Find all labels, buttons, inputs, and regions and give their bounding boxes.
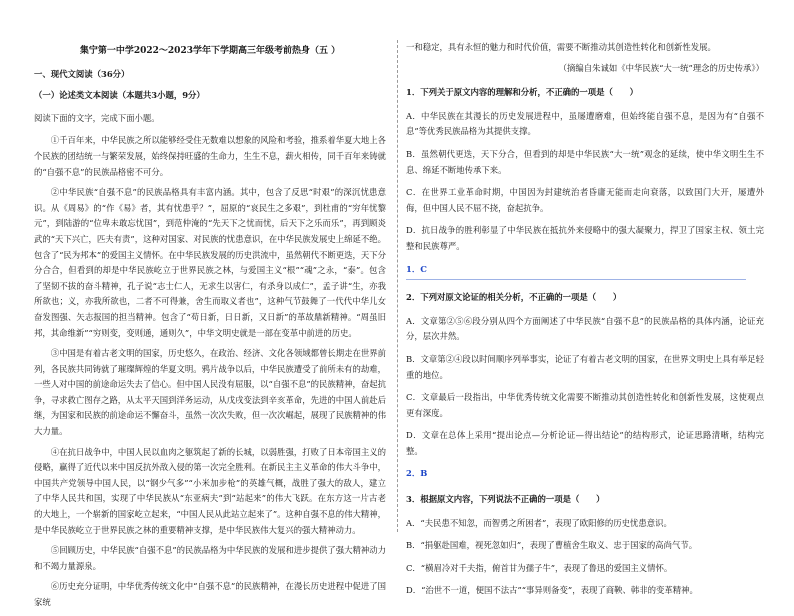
question-2-option-d: D．文章在总体上采用“提出论点—分析论证—得出结论”的结构形式，论证思路清晰，结构完整。 xyxy=(406,430,764,456)
question-2-option-a: A．文章第②⑤⑥段分别从四个方面阐述了中华民族“自强不息”的民族品格的具体内涵，论证充分，层次井然。 xyxy=(406,315,764,342)
column-divider xyxy=(397,40,398,532)
exam-title: 集宁第一中学2022～2023学年下学期高三年级考前热身（五 ） xyxy=(79,46,341,56)
question-3-option-d: D．“治世不一道，便国不法古”“事异则备变”，表现了商鞅、韩非的变革精神。 xyxy=(406,585,698,596)
reading-instruction: 阅读下面的文字，完成下面小题。 xyxy=(34,112,160,123)
question-2-stem: 2．下列对原文论证的相关分析，不正确的一项是（ ） xyxy=(406,292,622,303)
sub-section-heading: （一）论述类文本阅读（本题共3小题，9分） xyxy=(34,90,205,101)
section-heading: 一、现代文阅读（36分） xyxy=(34,68,130,79)
question-1-option-b: B．虽然朝代更迭，天下分合，但看到的却是中华民族“大一统”观念的延续，使中华文明生生不息、绵延不断地传承下来。 xyxy=(406,148,764,175)
question-2-answer: 2．B xyxy=(406,468,428,479)
question-1-option-d: D．抗日战争的胜利彰显了中华民族在抵抗外来侵略中的强大凝聚力，捍卫了国家主权、领土完整和民族尊严。 xyxy=(406,225,764,251)
passage-paragraph: ④在抗日战争中，中国人民以血肉之躯筑起了新的长城，以弱胜强，打败了日本帝国主义的侵略，赢得了近代以来中国反抗外敌入侵的第一次完全胜利。在新民主主义革命的伟大斗争中，中国共产党领导中国人民，以“钢少气多”“小米加步枪”的英雄气概，战胜了强大的敌人，建立了中华人民共和国，实现了中华民族从“东亚病夫”到“站起来”的伟大飞跃。在东方这一片古老的大地上，一个崭新的国家屹立起来，“中国人民从此站立起来了”。这种自强不息的伟大精神，是中华民族屹立于世界民族之林的重要精神支撑，是中华民族伟大复兴的强大精神动力。 xyxy=(34,446,386,535)
passage-paragraph: ①千百年来，中华民族之所以能够经受住无数难以想象的风险和考验，推系着华夏大地上各个民族的团结统一与繁荣发展，始终保持旺盛的生命力，生生不息，薪火相传，同千百年来铸就的“自强不息”的民族品格密不可分。 xyxy=(34,135,386,177)
question-2-option-c: C．文章最后一段指出，中华优秀传统文化需要不断推动其创造性转化和创新性发展，这使观点更有深度。 xyxy=(406,392,764,418)
question-1-option-a: A．中华民族在其漫长的历史发展进程中，虽屡遭磨难，但始终能自强不息，是因为有“自强不息”等优秀民族品格为其提供支撑。 xyxy=(406,110,764,137)
question-2-option-b: B．文章第②④段以时间顺序列举事实，论证了有着古老文明的国家，在世界文明史上具有举足轻重的地位。 xyxy=(406,353,764,380)
passage-paragraph: ③中国是有着古老文明的国家，历史悠久，在政治、经济、文化各领域都曾长期走在世界前列，各民族共同铸就了璀璨辉煌的华夏文明。鸦片战争以后，中华民族遭受了前所未有的劫难，一些人对中国的前途命运失去了信心。但中国人民没有屈服，以“自强不息”的民族精神，奋起抗争，寻求救亡图存之路，从太平天国到洋务运动，从戊戌变法到辛亥革命，先进的中国人前赴后继，为国家和民族的前途命运不懈奋斗，虽然一次次失败，但一次次崛起，展现了民族精神的伟大力量。 xyxy=(34,348,386,437)
passage-continuation: 一和稳定，具有永恒的魅力和时代价值，需要不断推动其创造性转化和创新性发展。 xyxy=(406,42,716,52)
question-1-stem: 1．下列关于原文内容的理解和分析，不正确的一项是（ ） xyxy=(406,87,638,98)
left-column xyxy=(34,44,386,616)
passage-paragraph: ⑤回顾历史，中华民族“自强不息”的民族品格为中华民族的发展和进步提供了强大精神动力和不竭力量源泉。 xyxy=(34,545,386,571)
right-column xyxy=(406,40,764,606)
question-3-option-c: C．“横眉冷对千夫指，俯首甘为孺子牛”，表现了鲁迅的爱国主义情怀。 xyxy=(406,562,673,573)
question-3-option-b: B．“捐躯赴国难，视死忽如归”，表现了曹植舍生取义、忠于国家的高尚气节。 xyxy=(406,540,698,551)
question-3-option-a: A．“夫民患不知忽，而智勇之所困者”，表现了欧阳修的历史忧患意识。 xyxy=(406,517,672,528)
passage-paragraph: ⑥历史充分证明，中华优秀传统文化中“自强不息”的民族精神，在漫长历史进程中促进了国家统 xyxy=(34,581,386,607)
passage-paragraph: ②中华民族“自强不息”的民族品格具有丰富内涵。其中，包含了反思“时艰”的深沉忧患意识。从《周易》的“作《易》者，其有忧患乎？”，屈原的“哀民生之多艰”，到杜甫的“穷年忧黎元”，到陆游的“位卑未敢忘忧国”，到范仲淹的“先天下之忧而忧，后天下之乐而乐”，再到顾炎武的“天下兴亡，匹夫有责”，这种对国家、对民族的忧患意识，在中华民族发展史上绵延不绝。包含了“民为邦本”的爱国主义情怀。在中华民族发展的历史洪流中，虽然朝代不断更迭，天下分分合合，但看到的却是中华民族屹立于世界民族之林，与爱国主义“根”“魂”之永，“泰”。包含了坚韧不拔的奋斗精神，孔子说“志士仁人，无求生以害仁，有杀身以成仁”，孟子讲“生，亦我所欲也；义，亦我所欲也，二者不可得兼，舍生而取义者也”，这种气节鼓舞了一代代中华儿女奋发图强、矢志报国的担当精神。包含了“苟日新，日日新，又日新”的革故鼎新精神。“周虽旧邦，其命维新”“穷则变，变则通，通则久”，中华文明史就是一部在变革中前进的历史。 xyxy=(34,187,386,338)
question-3-stem: 3．根据原文内容，下列说法不正确的一项是（ ） xyxy=(406,494,605,505)
passage-source: （摘编自朱诚如《中华民族“大一统”理念的历史传承》） xyxy=(558,62,764,73)
question-1-option-c: C．在世界工业革命时期，中国因为封建统治者昏庸无能而走向衰落，以致国门大开，屡遭外侮，但中国人民不屈不挠，奋起抗争。 xyxy=(406,187,764,213)
question-1-answer: 1．C xyxy=(406,262,746,281)
